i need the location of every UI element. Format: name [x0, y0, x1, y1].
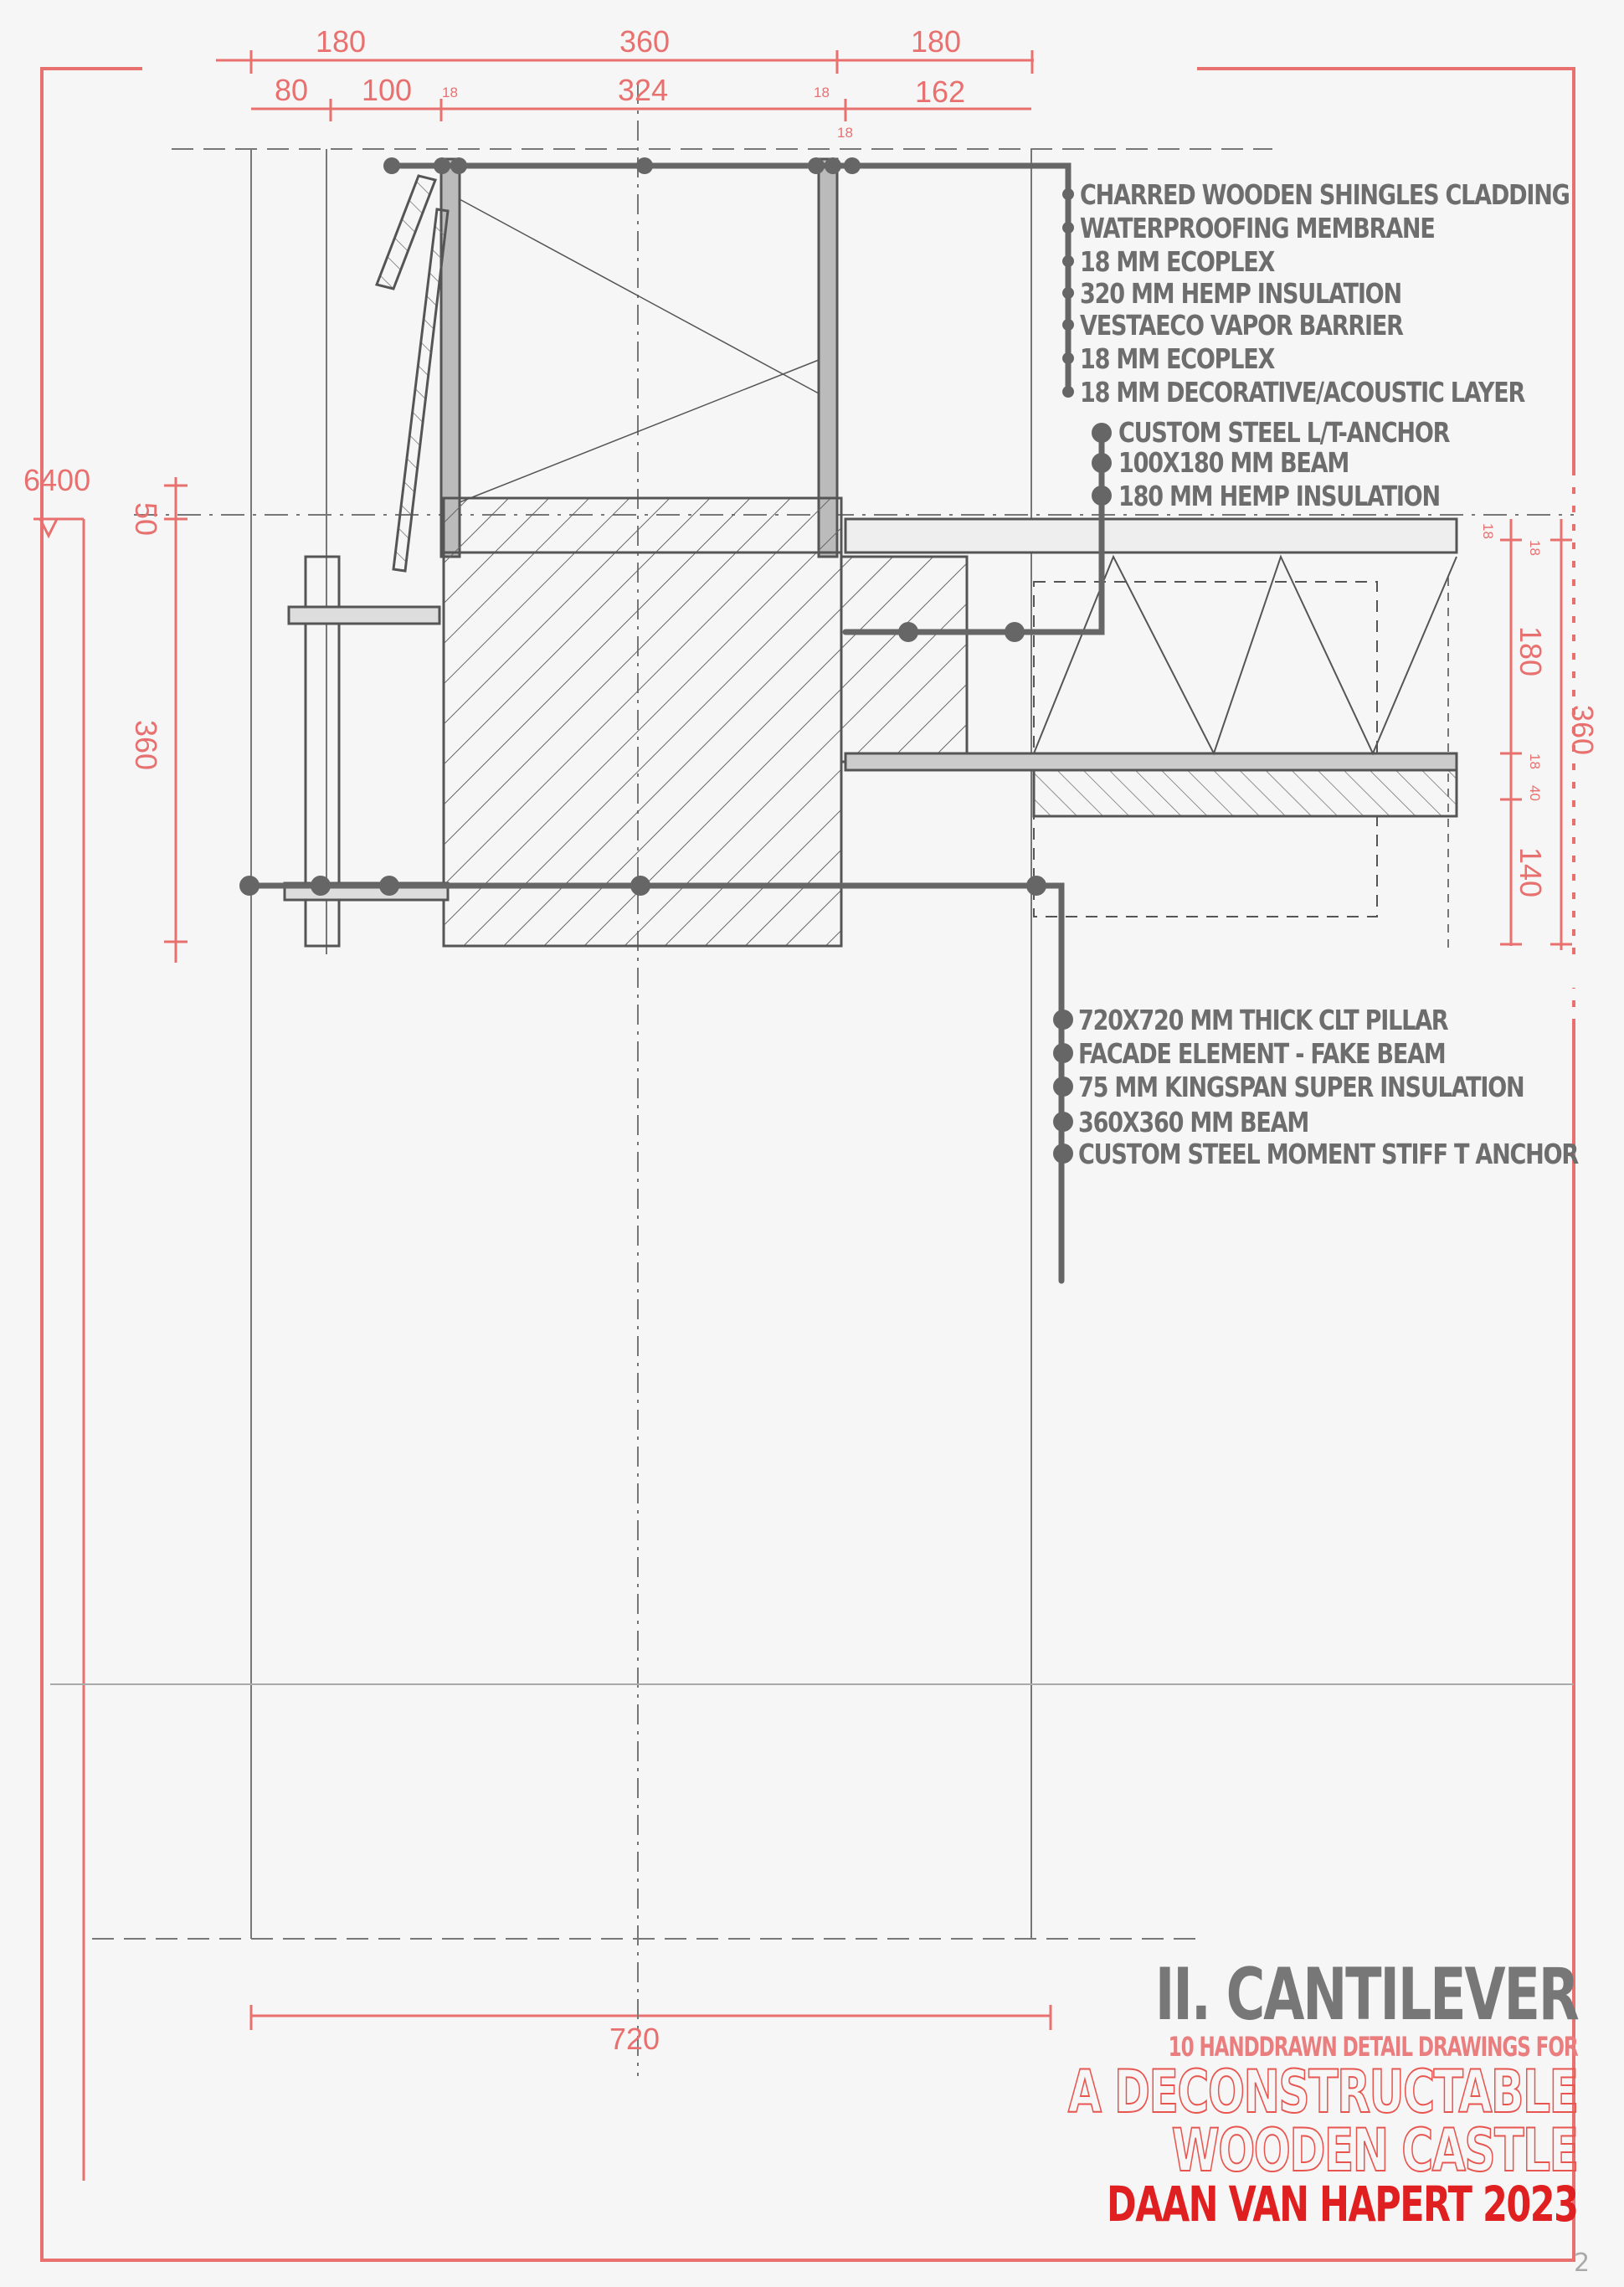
dim-top-360: 360 — [619, 24, 671, 59]
dim-right-18a: 18 — [1480, 523, 1496, 539]
callout-membrane: WATERPROOFING MEMBRANE — [1080, 212, 1435, 244]
drawing-project-line2: WOODEN CASTLE — [1171, 2116, 1577, 2186]
callout-clt-pillar: 720X720 MM THICK CLT PILLAR — [1078, 1004, 1448, 1036]
drawing-author: DAAN VAN HAPERT 2023 — [1106, 2176, 1577, 2233]
beams — [285, 498, 1457, 946]
dim-162: 162 — [915, 75, 966, 109]
dim-80: 80 — [275, 73, 309, 107]
dim-level-6400: 6400 — [23, 463, 91, 497]
drawing-project-line1: A DECONSTRUCTABLE — [1067, 2058, 1577, 2127]
callout-hemp-320: 320 MM HEMP INSULATION — [1080, 277, 1401, 310]
callout-beam-360: 360X360 MM BEAM — [1078, 1106, 1309, 1138]
drawing-title: II. CANTILEVER — [1154, 1953, 1577, 2037]
dim-18-left: 18 — [442, 85, 458, 100]
dim-18-extra: 18 — [837, 125, 853, 141]
callout-fake-beam: FACADE ELEMENT - FAKE BEAM — [1078, 1037, 1446, 1070]
callout-anchor: CUSTOM STEEL L/T-ANCHOR — [1118, 416, 1450, 449]
page-number: 2 — [1574, 2248, 1591, 2278]
callout-moment-anchor: CUSTOM STEEL MOMENT STIFF T ANCHOR — [1078, 1138, 1578, 1170]
dim-right-18: 18 — [1527, 540, 1543, 556]
dim-right-40: 40 — [1527, 785, 1543, 801]
callout-ecoplex-1: 18 MM ECOPLEX — [1080, 245, 1275, 278]
dim-324: 324 — [618, 73, 669, 107]
dim-top-180-right: 180 — [911, 24, 962, 59]
callout-acoustic: 18 MM DECORATIVE/ACOUSTIC LAYER — [1080, 376, 1525, 409]
callout-beam-100x180: 100X180 MM BEAM — [1118, 446, 1349, 479]
dim-right-180: 180 — [1514, 626, 1548, 677]
callout-hemp-180: 180 MM HEMP INSULATION — [1118, 480, 1440, 512]
dim-bottom-720: 720 — [609, 2022, 660, 2056]
callout-ecoplex-2: 18 MM ECOPLEX — [1080, 342, 1275, 375]
dim-right-outer-360: 360 — [1565, 705, 1600, 756]
title-block — [889, 1953, 1577, 2233]
dim-right-18b: 18 — [1527, 753, 1543, 769]
callout-vapor-barrier: VESTAECO VAPOR BARRIER — [1080, 309, 1403, 342]
drawing-subtitle: 10 HANDDRAWN DETAIL DRAWINGS FOR — [1168, 2031, 1577, 2063]
dim-left-360: 360 — [129, 720, 163, 771]
truss-insulation — [1034, 557, 1457, 917]
dim-right-140: 140 — [1514, 847, 1548, 898]
dim-100: 100 — [362, 73, 413, 107]
callout-shingles: CHARRED WOODEN SHINGLES CLADDING — [1080, 178, 1570, 211]
dim-18-mid: 18 — [814, 85, 830, 100]
dim-left-50: 50 — [129, 502, 163, 537]
callout-kingspan: 75 MM KINGSPAN SUPER INSULATION — [1078, 1071, 1524, 1103]
dim-top-180-left: 180 — [316, 24, 367, 59]
